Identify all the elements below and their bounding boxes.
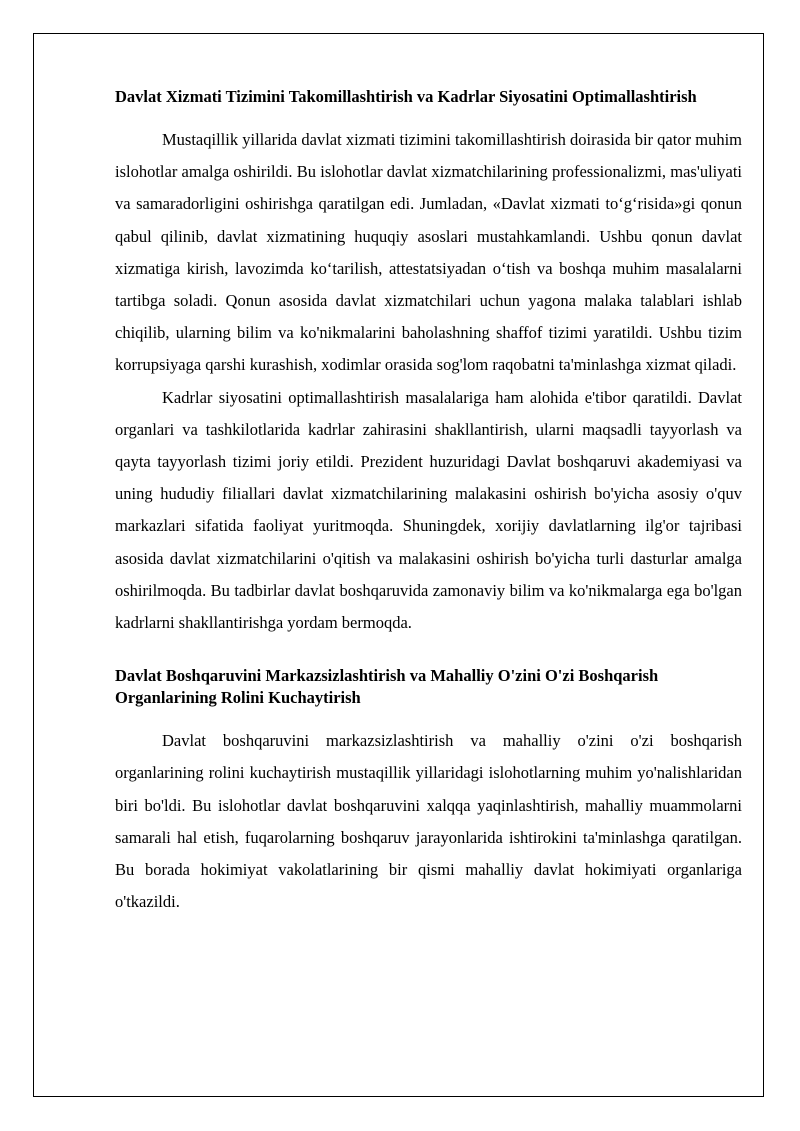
section-heading: Davlat Boshqaruvini Markazsizlashtirish va Mahalliy O'zini O'zi Boshqarish Organlarining Rolini Kuchaytirish [115,666,659,708]
paragraph: Kadrlar siyosatini optimallashtirish masalalariga ham alohida e'tibor qaratildi. Davlat organlari va tashkilotlarida kadrlar zahirasini shakllantirish, ularni maqsadli tayyorlash va qayta tayyorlash tizimi joriy etildi. Prezident huzuridagi Davlat boshqaruvi akademiyasi va uning hududiy filiallari davlat xizmatchilarining malakasini oshirish bo'yicha asosiy o'quv markazlari sifatida faoliyat yuritmoqda. Shuningdek, xorijiy davlatlarning ilg'or tajribasi asosida davlat xizmatchilarini o'qitish va malakasini oshirish bo'yicha turli dasturlar amalga oshirilmoqda. Bu tadbirlar davlat boshqaruvida zamonaviy bilim va ko'nikmalarga ega bo'lgan kadrlarni shakllantirishga yordam bermoqda. [115,387,742,633]
document-body [115,86,742,918]
section-heading: Davlat Xizmati Tizimini Takomillashtirish va Kadrlar Siyosatini Optimallashtirish [115,87,697,106]
paragraph: Mustaqillik yillarida davlat xizmati tizimini takomillashtirish doirasida bir qator muhim islohotlar amalga oshirildi. Bu islohotlar davlat xizmatchilarining professionalizmi, mas'uliyati va samaradorligini oshirishga qaratilgan edi. Jumladan, «Davlat xizmati to‘g‘risida»gi qonun qabul qilinib, davlat xizmatining huquqiy asoslari mustahkamlandi. Ushbu qonun davlat xizmatiga kirish, lavozimda ko‘tarilish, attestatsiyadan o‘tish va boshqa muhim masalalarni tartibga soladi. Qonun asosida davlat xizmatchilari uchun yagona malaka talablari ishlab chiqilib, ularning bilim va ko'nikmalarini baholashning shaffof tizimi yaratildi. Ushbu tizim korrupsiyaga qarshi kurashish, xodimlar orasida sog'lom raqobatni ta'minlashga xizmat qiladi. [115,130,742,375]
paragraph: Davlat boshqaruvini markazsizlashtirish va mahalliy o'zini o'zi boshqarish organlarining rolini kuchaytirish mustaqillik yillaridagi islohotlarning muhim yo'nalishlaridan biri bo'ldi. Bu islohotlar davlat boshqaruvini xalqqa yaqinlashtirish, mahalliy muammolarni samarali hal etish, fuqarolarning boshqaruv jarayonlarida ishtirokini ta'minlashga qaratilgan. Bu borada hokimiyat vakolatlarining bir qismi mahalliy davlat hokimiyati organlariga o'tkazildi. [115,731,742,912]
